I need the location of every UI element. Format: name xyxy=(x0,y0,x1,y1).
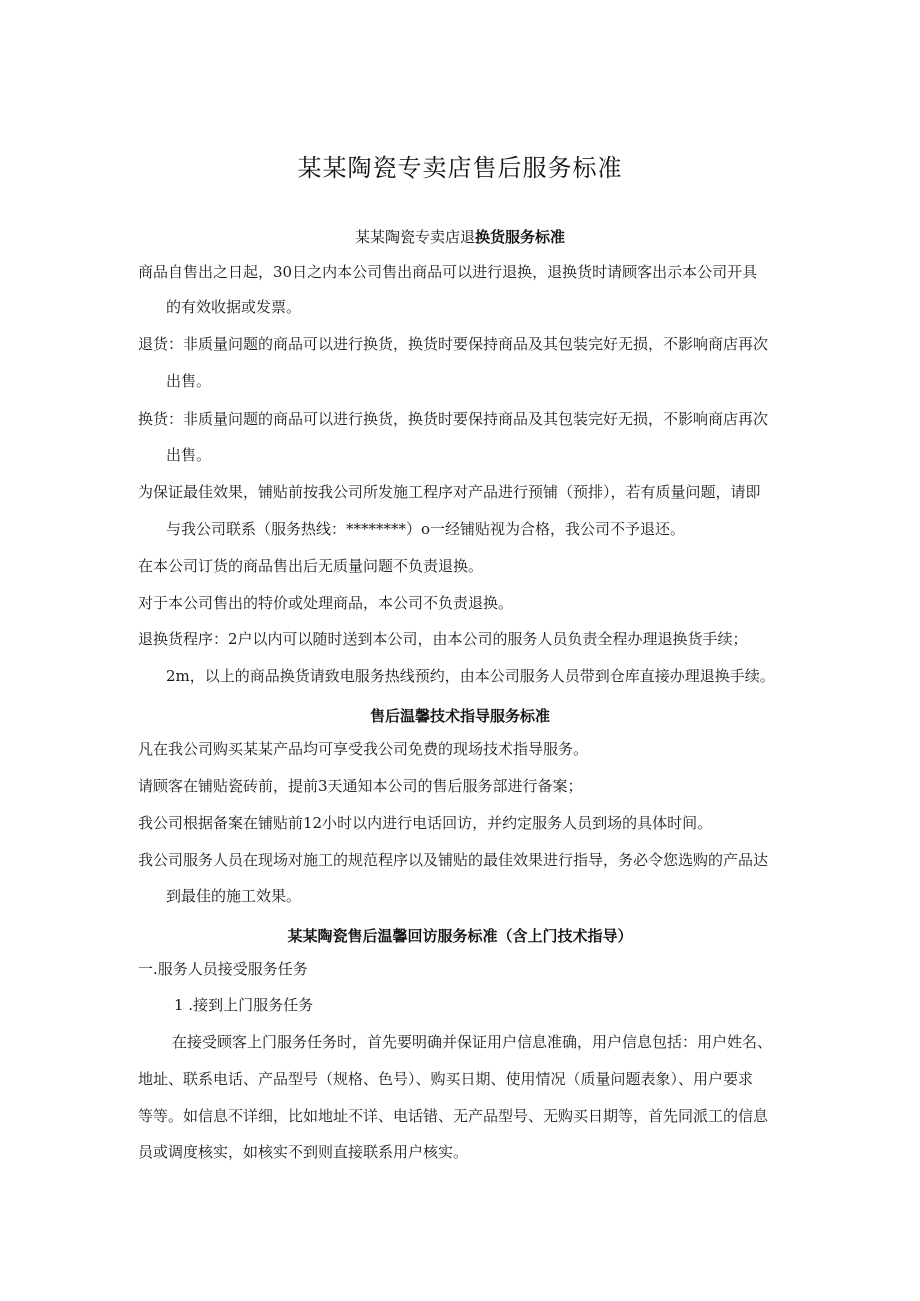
paragraph-line: 退换货程序：2户以内可以随时送到本公司，由本公司的服务人员负责全程办理退换货手续； xyxy=(138,630,748,648)
paragraph-line: 对于本公司售出的特价或处理商品，本公司不负责退换。 xyxy=(138,594,514,612)
section-heading-followup: 某某陶瓷售后温馨回访服务标准（含上门技术指导） xyxy=(287,927,633,945)
page-title: 某某陶瓷专卖店售后服务标准 xyxy=(297,154,623,182)
section-heading-tech-guidance: 售后温馨技术指导服务标准 xyxy=(369,707,550,725)
paragraph-line: 请顾客在铺贴瓷砖前，提前3天通知本公司的售后服务部进行备案； xyxy=(138,777,583,795)
paragraph-line: 等等。如信息不详细，比如地址不详、电话错、无产品型号、无购买日期等，首先同派工的信息 xyxy=(138,1107,769,1125)
paragraph-line: 到最佳的施工效果。 xyxy=(166,887,302,905)
paragraph-line: 凡在我公司购买某某产品均可享受我公司免费的现场技术指导服务。 xyxy=(138,740,589,758)
paragraph-line: 出售。 xyxy=(166,446,212,464)
heading-plain: 某某陶瓷专卖店退 xyxy=(354,228,475,246)
paragraph-line: 在本公司订货的商品售出后无质量问题不负责退换。 xyxy=(138,557,484,575)
paragraph-line: 员或调度核实，如核实不到则直接联系用户核实。 xyxy=(138,1143,469,1161)
paragraph-line: 换货：非质量问题的商品可以进行换货，换货时要保持商品及其包装完好无损，不影响商店再次 xyxy=(138,410,769,428)
paragraph-line: 地址、联系电话、产品型号（规格、色号）、购买日期、使用情况（质量问题表象）、用户要求 xyxy=(138,1070,754,1088)
paragraph-line: 2m，以上的商品换货请致电服务热线预约，由本公司服务人员带到仓库直接办理退换手续。 xyxy=(166,667,775,685)
paragraph-line: 退货：非质量问题的商品可以进行换货，换货时要保持商品及其包装完好无损，不影响商店再次 xyxy=(138,335,769,353)
paragraph-line: 在接受顾客上门服务任务时，首先要明确并保证用户信息准确，用户信息包括：用户姓名、 xyxy=(172,1033,773,1051)
paragraph-line: 我公司服务人员在现场对施工的规范程序以及铺贴的最佳效果进行指导，务必令您选购的产品达 xyxy=(138,851,769,869)
section-heading-return-exchange xyxy=(0,226,920,247)
paragraph-line: 我公司根据备案在铺贴前12小时以内进行电话回访，并约定服务人员到场的具体时间。 xyxy=(138,814,713,832)
paragraph-line: 与我公司联系（服务热线：********）o一经铺贴视为合格，我公司不予退还。 xyxy=(166,520,686,538)
paragraph-line: 的有效收据或发票。 xyxy=(166,298,302,316)
paragraph-line: 出售。 xyxy=(166,372,212,390)
heading-bold: 换货服务标准 xyxy=(475,228,566,246)
list-item-level2: 1 .接到上门服务任务 xyxy=(174,996,314,1014)
paragraph-line: 为保证最佳效果，铺贴前按我公司所发施工程序对产品进行预铺（预排），若有质量问题，请即 xyxy=(138,483,761,501)
list-item-level1: 一.服务人员接受服务任务 xyxy=(138,960,308,978)
paragraph-line: 商品自售出之日起，30日之内本公司售出商品可以进行退换，退换货时请顾客出示本公司开具 xyxy=(138,263,758,281)
